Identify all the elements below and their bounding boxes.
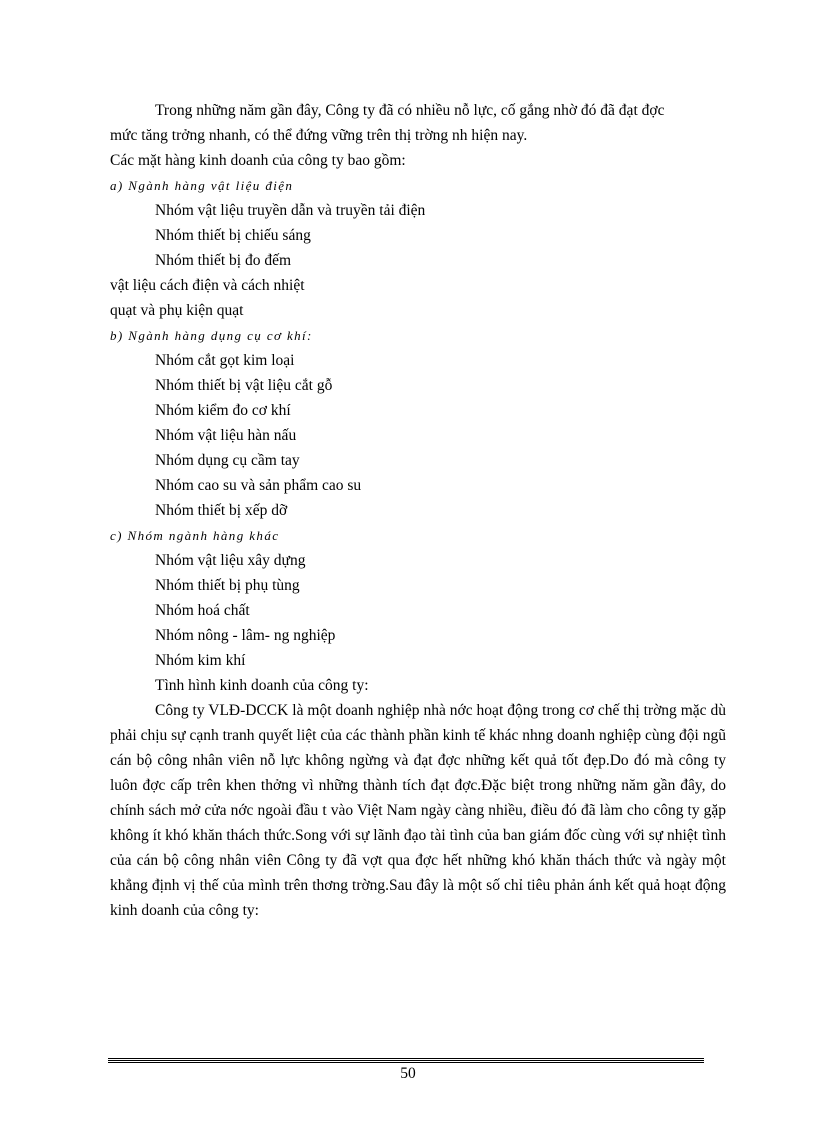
body-paragraph: Công ty VLĐ-DCCK là một doanh nghiệp nhà nớc hoạt động trong cơ chế thị trờng mặc dù phải chịu sự cạnh tranh quyết liệt của các thành phần kinh tế khác nhng doanh nghiệp cùng đội ngũ cán bộ công nhân viên nỗ lực không ngừng và đạt đợc những kết quả tốt đẹp.Do đó mà công ty luôn đợc cấp trên khen thởng vì những thành tích đạt đợc.Đặc biệt trong những năm gần đây, do chính sách mở cửa nớc ngoài đầu t vào Việt Nam ngày càng nhiều, điều đó đã làm cho công ty gặp không ít khó khăn thách thức.Song với sự lãnh đạo tài tình của ban giám đốc cùng với sự nhiệt tình của cán bộ công nhân viên Công ty đã vợt qua đợc hết những khó khăn thách thức và ngày một khẳng định vị thế của mình trên thơng trờng.Sau đây là một số chỉ tiêu phản ánh kết quả hoạt động kinh doanh của công ty: <box>110 702 726 919</box>
list-item: Nhóm vật liệu xây dựng <box>155 552 306 569</box>
intro-line-2: mức tăng trởng nhanh, có thể đứng vững trên thị trờng nh hiện nay. <box>110 127 528 144</box>
section-c-heading: c) Nhóm ngành hàng khác <box>110 528 280 543</box>
list-item: Nhóm kiểm đo cơ khí <box>155 402 291 419</box>
list-item: Nhóm vật liệu hàn nấu <box>155 427 297 444</box>
list-item: Nhóm thiết bị đo đếm <box>155 252 292 269</box>
section-a-heading: a) Ngành hàng vật liệu điện <box>110 178 294 193</box>
intro-line-3: Các mặt hàng kinh doanh của công ty bao gồm: <box>110 152 406 169</box>
list-item: Nhóm thiết bị vật liệu cắt gỗ <box>155 377 333 394</box>
footer-rule <box>108 1058 704 1063</box>
list-item: Nhóm hoá chất <box>155 602 250 619</box>
document-body <box>110 98 726 923</box>
footer-rule-inner <box>108 1060 704 1061</box>
list-item: Nhóm dụng cụ cầm tay <box>155 452 300 469</box>
list-item: Nhóm nông - lâm- ng nghiệp <box>155 627 336 644</box>
list-item: Nhóm thiết bị xếp dỡ <box>155 502 288 519</box>
page-number: 50 <box>400 1065 416 1082</box>
list-item: Nhóm thiết bị phụ tùng <box>155 577 300 594</box>
intro-line-1: Trong những năm gần đây, Công ty đã có nhiều nỗ lực, cố gắng nhờ đó đã đạt đợc <box>155 102 665 119</box>
section-b-heading: b) Ngành hàng dụng cụ cơ khí: <box>110 328 313 343</box>
list-item: Nhóm vật liệu truyền dẫn và truyền tải điện <box>155 202 426 219</box>
list-item: Nhóm thiết bị chiếu sáng <box>155 227 311 244</box>
list-item: quạt và phụ kiện quạt <box>110 302 244 319</box>
list-item: vật liệu cách điện và cách nhiệt <box>110 277 305 294</box>
list-item: Nhóm kim khí <box>155 652 246 669</box>
list-item: Nhóm cao su và sản phẩm cao su <box>155 477 362 494</box>
list-item: Tình hình kinh doanh của công ty: <box>155 677 369 694</box>
list-item: Nhóm cắt gọt kim loại <box>155 352 295 369</box>
